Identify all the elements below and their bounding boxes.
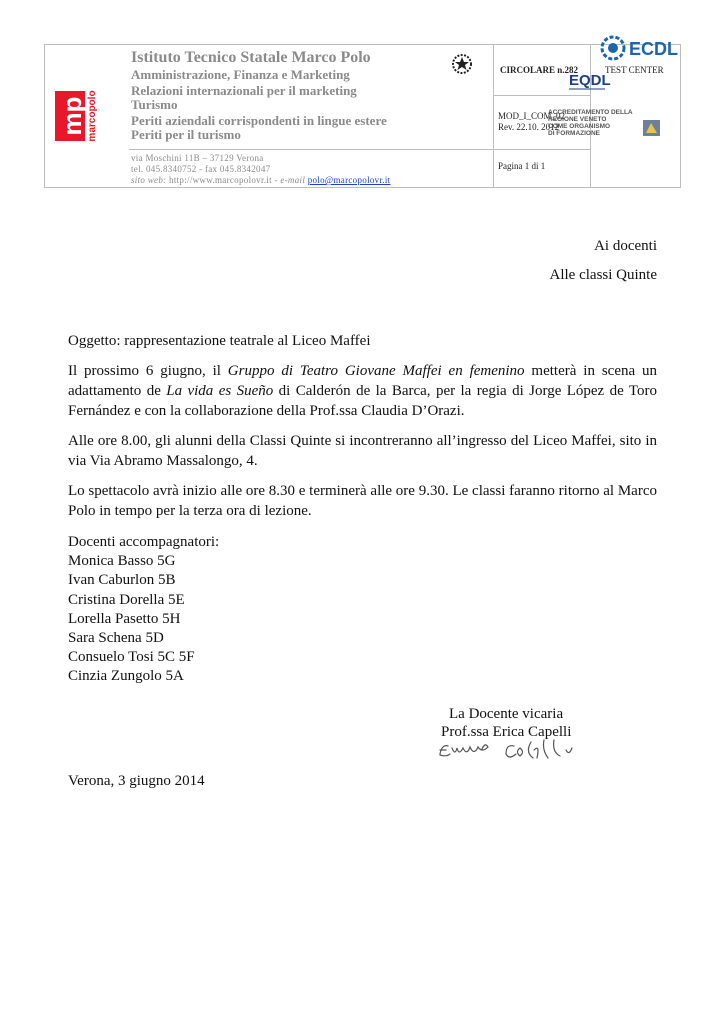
list-item: Cinzia Zungolo 5A bbox=[68, 668, 184, 685]
recipient-classes: Alle classi Quinte bbox=[549, 267, 657, 283]
ecdl-logo bbox=[553, 34, 678, 62]
text-run: di Calderón de la Barca, per la regia di Jorge López de Toro Fernández e con la collaborazione della Prof.ssa Claudia D’Orazi. bbox=[68, 383, 657, 419]
list-item: Monica Basso 5G bbox=[68, 553, 176, 570]
phone-fax: tel. 045.8340752 - fax 045.8342047 bbox=[131, 164, 271, 174]
list-item: Sara Schena 5D bbox=[68, 629, 164, 646]
place-date: Verona, 3 giugno 2014 bbox=[68, 773, 205, 789]
institute-name: Istituto Tecnico Statale Marco Polo bbox=[131, 49, 371, 66]
school-logo bbox=[55, 87, 103, 145]
escorts-title: Docenti accompagnatori: bbox=[68, 534, 220, 550]
list-item: Cristina Dorella 5E bbox=[68, 591, 185, 608]
circolare-number: CIRCOLARE n.282 bbox=[500, 65, 579, 75]
republic-emblem-icon bbox=[451, 53, 473, 80]
accreditation-line: ACCREDITAMENTO DELLA bbox=[548, 109, 633, 116]
eqdl-logo bbox=[567, 68, 611, 94]
play-title: La vida es Sueño bbox=[166, 383, 274, 399]
signer-name: Prof.ssa Erica Capelli bbox=[441, 724, 572, 740]
divider bbox=[493, 95, 590, 96]
accreditation-line: REGIONE VENETO bbox=[548, 116, 607, 123]
web-label: sito web: bbox=[131, 175, 167, 185]
svg-text:mp: mp bbox=[57, 96, 87, 136]
test-center-label: TEST CENTER bbox=[605, 65, 664, 75]
recipient-teachers: Ai docenti bbox=[594, 238, 657, 254]
list-item: Ivan Caburlon 5B bbox=[68, 572, 176, 589]
course-line: Relazioni internazionali per il marketing bbox=[131, 83, 357, 98]
veneto-region-icon bbox=[643, 120, 660, 136]
text-run: Il prossimo 6 giugno, il bbox=[68, 363, 228, 379]
paragraph-meeting: Alle ore 8.00, gli alunni della Classi Quinte si incontreranno all’ingresso del Liceo Maffei, sito in via Via Abramo Massalongo, 4. bbox=[68, 433, 657, 469]
paragraph-event bbox=[68, 361, 657, 421]
paragraph-schedule: Lo spettacolo avrà inizio alle ore 8.30 e terminerà alle ore 9.30. Le classi faranno ritorno al Marco Polo in tempo per la terza ora di lezione. bbox=[68, 483, 657, 519]
accreditation-line: DI FORMAZIONE bbox=[548, 130, 600, 137]
list-item: Lorella Pasetto 5H bbox=[68, 610, 181, 627]
text-run: metterà in scena un adattamento de bbox=[68, 363, 658, 399]
web-url[interactable]: http://www.marcopolovr.it bbox=[169, 175, 272, 185]
course-line: Amministrazione, Finanza e Marketing bbox=[131, 67, 350, 82]
eqdl-text: EQDL bbox=[569, 72, 611, 89]
address: via Moschini 11B – 37129 Verona bbox=[131, 153, 264, 163]
course-line: Periti per il turismo bbox=[131, 127, 241, 142]
ecdl-text: ECDL bbox=[629, 39, 678, 59]
theatre-group-name: Gruppo di Teatro Giovane Maffei en femenino bbox=[227, 363, 525, 379]
divider bbox=[493, 45, 494, 187]
svg-text:marcopolo: marcopolo bbox=[87, 90, 98, 142]
handwritten-signature bbox=[436, 738, 586, 767]
email-label: e-mail bbox=[280, 175, 306, 185]
subject-line: Oggetto: rappresentazione teatrale al Liceo Maffei bbox=[68, 333, 371, 349]
signer-role: La Docente vicaria bbox=[449, 706, 564, 722]
revision: Rev. 22.10. 2012 bbox=[498, 122, 560, 132]
accreditation-line: COME ORGANISMO bbox=[548, 123, 611, 130]
list-item: Consuelo Tosi 5C 5F bbox=[68, 649, 195, 666]
accreditation-text bbox=[548, 109, 638, 137]
course-line: Turismo bbox=[131, 97, 178, 112]
email-link[interactable]: polo@marcopolovr.it bbox=[307, 175, 391, 185]
page-info: Pagina 1 di 1 bbox=[498, 161, 546, 171]
module-code: MOD_I_COM_02 bbox=[498, 111, 566, 121]
web-email bbox=[131, 175, 390, 185]
email-separator: - bbox=[271, 175, 281, 185]
divider bbox=[493, 149, 590, 150]
divider bbox=[129, 149, 493, 150]
escort-list bbox=[68, 532, 219, 686]
course-line: Periti aziendali corrispondenti in lingue estere bbox=[131, 113, 387, 128]
